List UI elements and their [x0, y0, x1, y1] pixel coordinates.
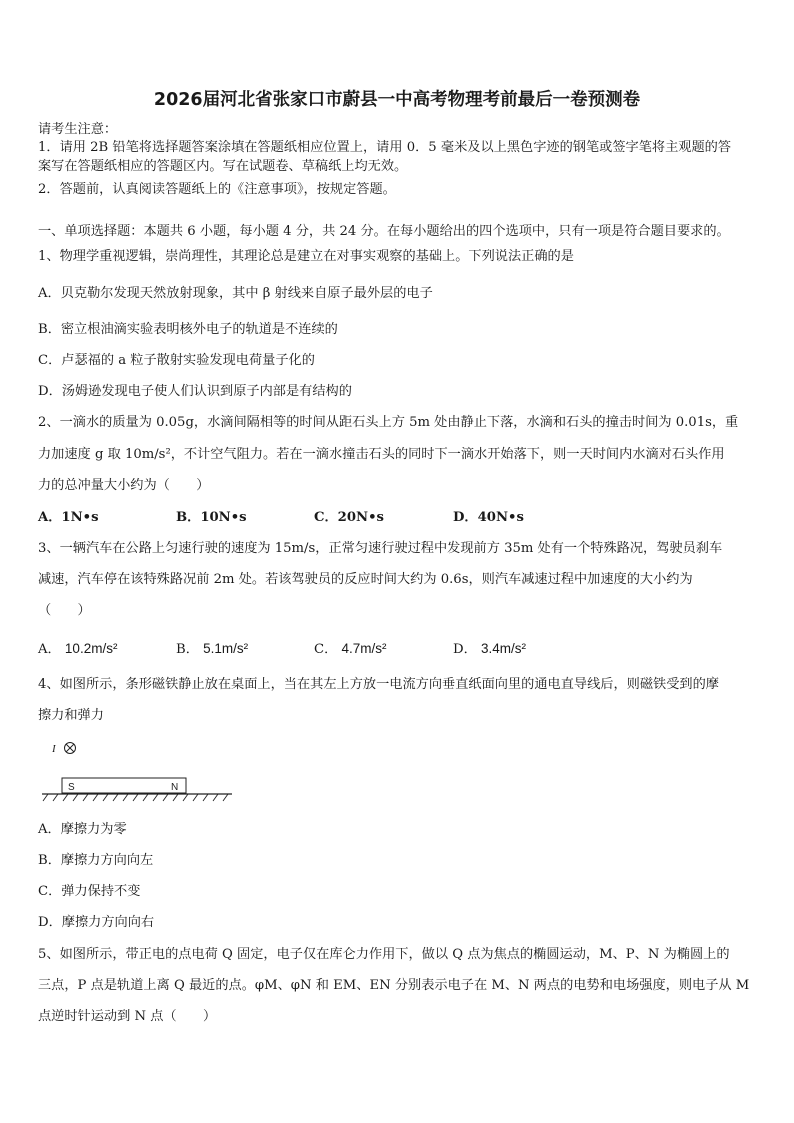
q4-line-2: 擦力和弹力 [38, 708, 104, 723]
q3-option-a-value: 10.2m/s² [64, 641, 118, 656]
q3-option-a [38, 640, 117, 659]
section-heading: 一、单项选择题：本题共 6 小题，每小题 4 分，共 24 分。在每小题给出的四个选项中，只有一项是符合题目要求的。 [38, 224, 730, 239]
magnet-figure [40, 740, 235, 805]
page-title: 2026届河北省张家口市蔚县一中高考物理考前最后一卷预测卷 [153, 90, 641, 110]
magnet-pole-n: N [171, 782, 179, 793]
current-label: I [52, 743, 56, 755]
q3-line-3: （ ） [38, 603, 91, 618]
q2-line-1: 2、一滴水的质量为 0.05g，水滴间隔相等的时间从距石头上方 5m 处由静止下落，水滴和石头的撞击时间为 0.01s，重 [38, 415, 739, 430]
bar-magnet [62, 778, 186, 793]
table-hatching [43, 794, 228, 801]
q1-stem: 1、物理学重视逻辑，崇尚理性，其理论总是建立在对事实观察的基础上。下列说法正确的是 [38, 249, 574, 264]
notice-item-1a: 1．请用 2B 铅笔将选择题答案涂填在答题纸相应位置上，请用 0．5 毫米及以上黑色字迹的钢笔或签字笔将主观题的答 [38, 140, 732, 155]
q5-line-3: 点逆时针运动到 N 点（ ） [38, 1009, 217, 1024]
q3-option-d [453, 640, 526, 659]
q1-option-b: B．密立根油滴实验表明核外电子的轨道是不连续的 [38, 322, 338, 337]
q2-option-a: A．1N•s [38, 510, 99, 525]
notice-item-1b: 案写在答题纸相应的答题区内。写在试题卷、草稿纸上均无效。 [38, 159, 408, 174]
q3-line-1: 3、一辆汽车在公路上匀速行驶的速度为 15m/s，正常匀速行驶过程中发现前方 35m 处有一个特殊路况，驾驶员刹车 [38, 541, 723, 556]
q1-option-d: D．汤姆逊发现电子使人们认识到原子内部是有结构的 [38, 384, 352, 399]
q3-option-c-label: C． [314, 642, 338, 657]
q3-option-a-label: A． [38, 642, 61, 657]
q3-option-d-label: D． [453, 642, 477, 657]
q3-option-b [176, 640, 248, 659]
q3-option-c-value: 4.7m/s² [341, 641, 387, 656]
q4-option-c: C．弹力保持不变 [38, 884, 141, 899]
q4-option-d: D．摩擦力方向向右 [38, 915, 155, 930]
notice-heading: 请考生注意： [38, 122, 118, 137]
q2-line-3: 力的总冲量大小约为（ ） [38, 478, 210, 493]
notice-item-2: 2．答题前，认真阅读答题纸上的《注意事项》，按规定答题。 [38, 182, 396, 197]
q4-option-a: A．摩擦力为零 [38, 822, 127, 837]
q2-option-b: B．10N•s [176, 510, 247, 525]
q2-option-c: C．20N•s [314, 510, 384, 525]
q4-option-b: B．摩擦力方向向左 [38, 853, 154, 868]
q3-option-c [314, 640, 387, 659]
q2-option-d: D．40N•s [453, 510, 524, 525]
q4-line-1: 4、如图所示，条形磁铁静止放在桌面上，当在其左上方放一电流方向垂直纸面向里的通电直导线后，则磁铁受到的摩 [38, 677, 719, 692]
q3-option-b-value: 5.1m/s² [203, 641, 249, 656]
q3-option-b-label: B． [176, 642, 199, 657]
q3-line-2: 减速，汽车停在该特殊路况前 2m 处。若该驾驶员的反应时间大约为 0.6s，则汽车减速过程中加速度的大小约为 [38, 572, 693, 587]
q1-option-a: A．贝克勒尔发现天然放射现象，其中 β 射线来自原子最外层的电子 [38, 286, 433, 301]
q1-option-c: C．卢瑟福的 a 粒子散射实验发现电荷量子化的 [38, 353, 315, 368]
q5-line-1: 5、如图所示，带正电的点电荷 Q 固定，电子仅在库仑力作用下，做以 Q 点为焦点的椭圆运动，M、P、N 为椭圆上的 [38, 947, 730, 962]
current-into-page-icon [65, 743, 76, 754]
q3-option-d-value: 3.4m/s² [480, 641, 526, 656]
magnet-pole-s: S [68, 782, 75, 793]
q5-line-2: 三点，P 点是轨道上离 Q 最近的点。φM、φN 和 EM、EN 分别表示电子在 M、N 两点的电势和电场强度，则电子从 M [38, 978, 750, 993]
q2-line-2: 力加速度 g 取 10m/s²，不计空气阻力。若在一滴水撞击石头的同时下一滴水开始落下，则一天时间内水滴对石头作用 [38, 447, 725, 462]
